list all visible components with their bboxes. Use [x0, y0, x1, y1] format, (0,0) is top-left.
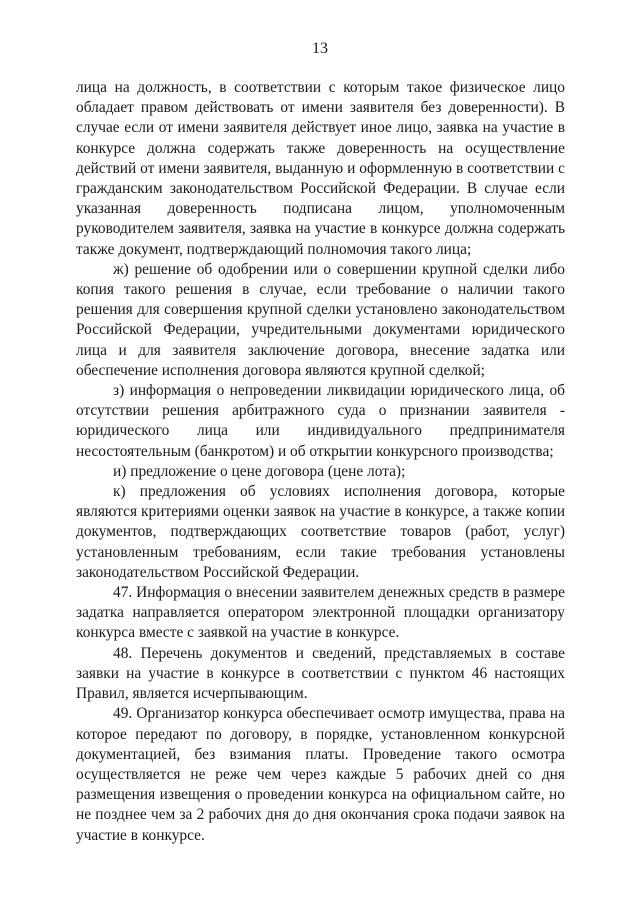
paragraph-clause-49: 49. Организатор конкурса обеспечивает осмотр имущества, права на которое передают по договору, в порядке, установленном конкурсной документацией, без взимания платы. Проведение такого осмотра осуществляется не реже чем через каждые 5 рабочих дней со дня размещения извещения о проведении конкурса на официальном сайте, но не позднее чем за 2 рабочих дня до дня окончания срока подачи заявок на участие в конкурсе.	[76, 705, 565, 844]
paragraph-item-k: к) предложения об условиях исполнения договора, которые являются критериями оценки заявок на участие в конкурсе, а также копии документов, подтверждающих соответствие товаров (работ, услуг) установленным требованиям, если такие требования установлены законодательством Российской Федерации.	[76, 483, 565, 581]
paragraph-item-z: з) информация о непроведении ликвидации юридического лица, об отсутствии решения арбитражного суда о признании заявителя - юридического лица или индивидуального предпринимателя несостоятельным (банкротом) и об открытии конкурсного производства;	[76, 382, 565, 460]
page-number: 13	[312, 40, 328, 57]
document-body	[76, 78, 565, 846]
paragraph-item-zh: ж) решение об одобрении или о совершении крупной сделки либо копия такого решения в случае, если требование о наличии такого решения для совершения крупной сделки установлено законодательством Российской Федерации, учредительными документами юридического лица и для заявителя заключение договора, внесение задатка или обеспечение исполнения договора являются крупной сделкой;	[76, 260, 565, 379]
paragraph-clause-47: 47. Информация о внесении заявителем денежных средств в размере задатка направляется оператором электронной площадки организатору конкурса вместе с заявкой на участие в конкурсе.	[76, 584, 565, 642]
paragraph-item-i: и) предложение о цене договора (цене лота);	[113, 462, 406, 480]
paragraph-clause-48: 48. Перечень документов и сведений, представляемых в составе заявки на участие в конкурсе в соответствии с пунктом 46 настоящих Правил, является исчерпывающим.	[76, 644, 565, 703]
paragraph-continuation: лица на должность, в соответствии с которым такое физическое лицо обладает правом действовать от имени заявителя без доверенности). В случае если от имени заявителя действует иное лицо, заявка на участие в конкурсе должна содержать также доверенность на осуществление действий от имени заявителя, выданную и оформленную в соответствии с гражданским законодательством Российской Федерации. В случае если указанная доверенность подписана лицом, уполномоченным руководителем заявителя, заявка на участие в конкурсе должна содержать также документ, подтверждающий полномочия такого лица;	[76, 79, 565, 258]
